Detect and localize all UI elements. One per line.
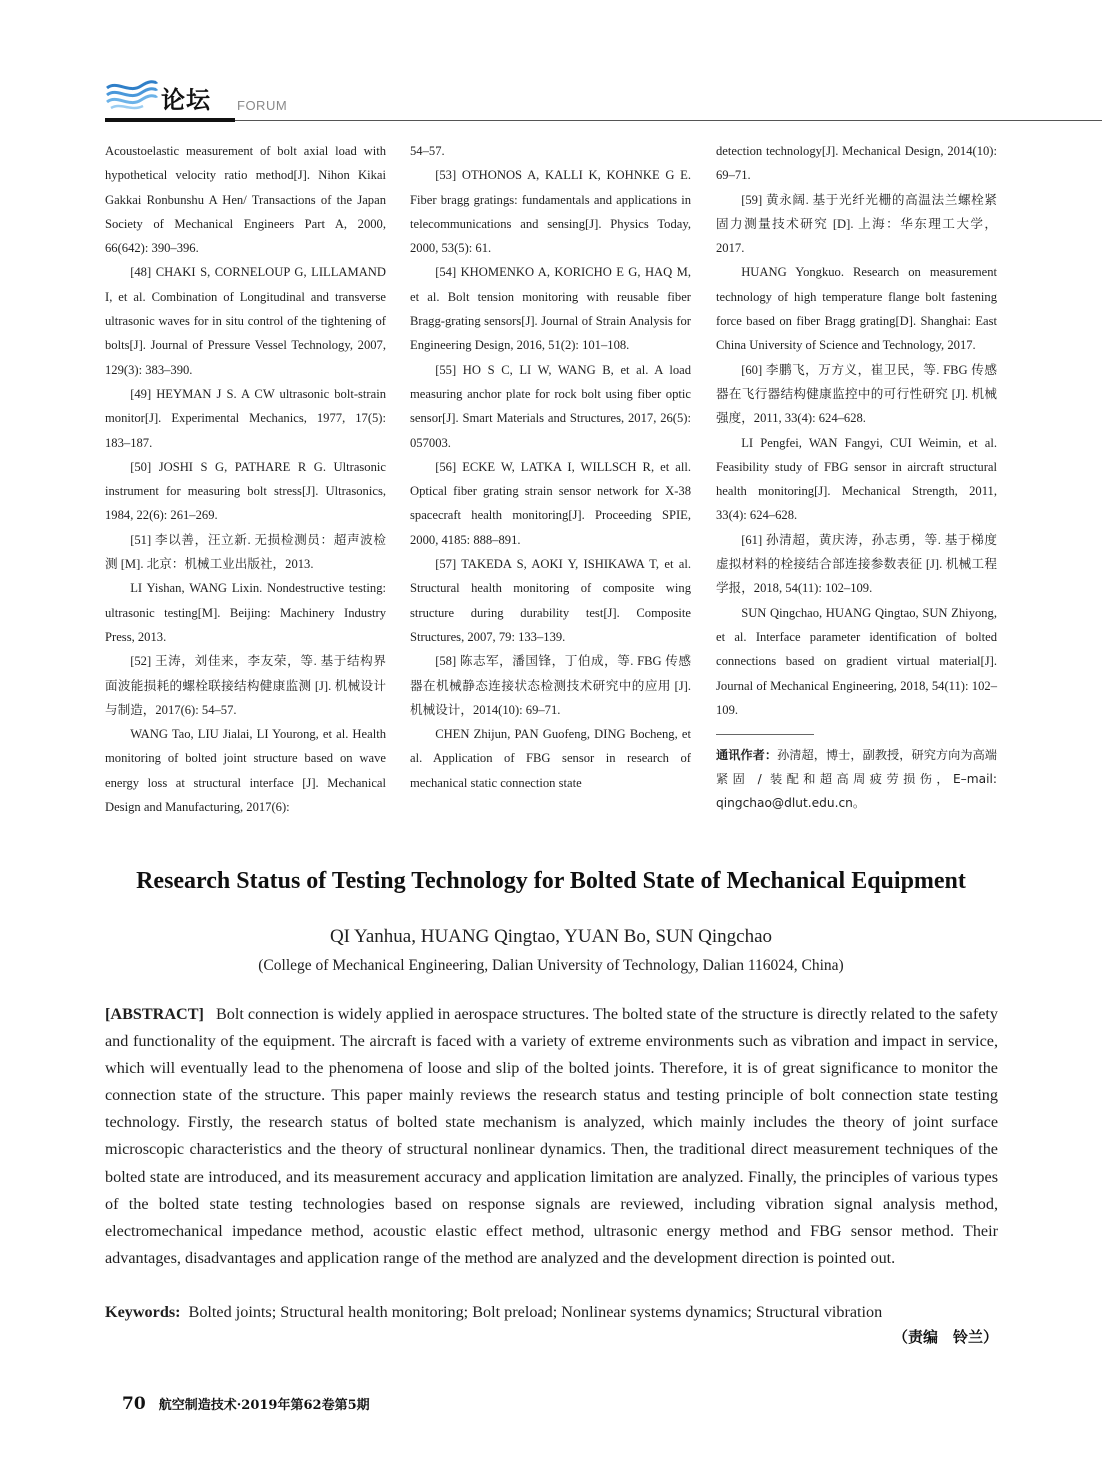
header-rule-thin: [235, 120, 1102, 121]
reference-item: detection technology[J]. Mechanical Design, 2014(10): 69–71.: [716, 144, 997, 183]
wave-logo-icon: [105, 78, 159, 112]
reference-item: HUANG Yongkuo. Research on measurement technology of high temperature flange bolt fastening force based on fiber Bragg grating[D]. Shanghai: East China University of Science and Technology, 2017.: [716, 265, 997, 353]
section-label: FORUM: [237, 98, 288, 113]
reference-item: Acoustoelastic measurement of bolt axial load with hypothetical velocity ratio method[J]. Nihon Kikai Gakkai Ronbunshu A Hen/ Transactions of the Japan Society of Mechanical Engineers Part A, 2000, 66(642): 390–396.: [105, 144, 386, 256]
page-footer: [122, 1394, 370, 1414]
author-list: QI Yanhua, HUANG Qingtao, YUAN Bo, SUN Qingchao: [329, 926, 773, 947]
english-title: Research Status of Testing Technology for Bolted State of Mechanical Equipment: [136, 868, 966, 894]
reference-item: [51] 李以善，汪立新. 无损检测员：超声波检测 [M]. 北京：机械工业出版社，2013.: [105, 532, 386, 572]
reference-item: [57] TAKEDA S, AOKI Y, ISHIKAWA T, et al. Structural health monitoring of composite wing structure during durability test[J]. Composite Structures, 2007, 79: 133–139.: [410, 557, 691, 644]
page-number: 70: [122, 1394, 146, 1414]
reference-item: WANG Tao, LIU Jialai, LI Yourong, et al. Health monitoring of bolted joint structure based on wave energy loss at structural interface [J]. Mechanical Design and Manufacturing, 2017(6):: [105, 727, 386, 815]
abstract: [105, 1001, 998, 1272]
reference-column-1: [105, 139, 386, 819]
reference-item: [50] JOSHI S G, PATHARE R G. Ultrasonic instrument for measuring bolt stress[J]. Ultrasonics, 1984, 22(6): 261–269.: [105, 459, 386, 523]
editor-credit: （责编 铃兰）: [892, 1328, 998, 1346]
reference-item: SUN Qingchao, HUANG Qingtao, SUN Zhiyong, et al. Interface parameter identification of bolted connections based on gradient virtual material[J]. Journal of Mechanical Engineering, 2018, 54(11): 102–109.: [716, 605, 997, 717]
reference-item: 54–57.: [410, 144, 445, 158]
reference-column-3: [716, 139, 997, 815]
journal-name: 航空制造技术·2019年第62卷第5期: [158, 1398, 370, 1413]
reference-item: LI Pengfei, WAN Fangyi, CUI Weimin, et al. Feasibility study of FBG sensor in aircraft structural health monitoring[J]. Mechanical Strength, 2011, 33(4): 624–628.: [716, 435, 997, 523]
corresponding-author-note: [716, 743, 997, 815]
reference-item: [54] KHOMENKO A, KORICHO E G, HAQ M, et al. Bolt tension monitoring with reusable fiber Bragg-grating sensors[J]. Journal of Strain Analysis for Engineering Design, 2016, 51(2): 101–108.: [410, 265, 691, 353]
reference-item: [52] 王涛，刘佳来，李友荣，等. 基于结构界面波能损耗的螺栓联接结构健康监测 [J]. 机械设计与制造，2017(6): 54–57.: [105, 654, 386, 717]
reference-item: CHEN Zhijun, PAN Guofeng, DING Bocheng, et al. Application of FBG sensor in research of mechanical static connection state: [410, 727, 691, 790]
keywords-text: Bolted joints; Structural health monitoring; Bolt preload; Nonlinear systems dynamics; Structural vibration: [188, 1303, 883, 1321]
reference-item: [55] HO S C, LI W, WANG B, et al. A load measuring anchor plate for rock bolt using fiber optic sensor[J]. Smart Materials and Structures, 2017, 26(5): 057003.: [410, 362, 691, 450]
abstract-text: Bolt connection is widely applied in aerospace structures. The bolted state of the structure is directly related to the safety and functionality of the equipment. The aircraft is faced with a variety of extreme environments such as vibration and impact in service, which will eventually lead to the phenomena of loose and slip of the bolted joints. Therefore, it is of great significance to monitor the connection state of the structure. This paper mainly reviews the research status and testing principle of bolt connection state testing technology. Firstly, the research status of bolted state mechanism is analyzed, which mainly includes the theory of joint surface microscopic characteristics and the theory of structural nonlinear dynamics. Then, the traditional direct measurement techniques of the bolted state are introduced, and its measurement accuracy and application limitation are analyzed. Finally, the principles of various types of the bolted state testing technologies based on response signals are reviewed, including vibration signal analysis method, electromechanical impedance method, acoustic elastic effect method, ultrasonic energy method and FBG sensor method. Their advantages, disadvantages and application range of the method are analyzed and the development direction is pointed out.: [105, 1005, 998, 1267]
note-text: 孙清超，博士，副教授，研究方向为高端紧固 / 装配和超高周疲劳损伤，E–mail: qingchao@dlut.edu.cn。: [716, 748, 997, 811]
page-header: [105, 70, 1005, 130]
references-columns: [105, 139, 998, 844]
reference-item: [60] 李鹏飞，万方义，崔卫民，等. FBG 传感器在飞行器结构健康监控中的可行性研究 [J]. 机械强度，2011, 33(4): 624–628.: [716, 362, 997, 426]
section-logo-text: 论坛: [161, 85, 211, 114]
footnote-divider: [716, 734, 814, 735]
keywords-label: Keywords:: [105, 1303, 181, 1321]
reference-item: [53] OTHONOS A, KALLI K, KOHNKE G E. Fiber bragg gratings: fundamentals and applications in telecommunications and sensing[J]. Physics Today, 2000, 53(5): 61.: [410, 168, 691, 256]
reference-item: [58] 陈志军，潘国锋，丁伯成，等. FBG 传感器在机械静态连接状态检测技术研究中的应用 [J]. 机械设计，2014(10): 69–71.: [410, 654, 691, 717]
reference-item: LI Yishan, WANG Lixin. Nondestructive testing: ultrasonic testing[M]. Beijing: Machinery Industry Press, 2013.: [105, 581, 386, 644]
affiliation: (College of Mechanical Engineering, Dalian University of Technology, Dalian 116024, China): [258, 957, 844, 974]
reference-item: [61] 孙清超，黄庆涛，孙志勇，等. 基于梯度虚拟材料的栓接结合部连接参数表征 [J]. 机械工程学报，2018, 54(11): 102–109.: [716, 532, 997, 596]
reference-column-2: [410, 139, 691, 795]
keywords: [105, 1299, 998, 1326]
reference-item: [48] CHAKI S, CORNELOUP G, LILLAMAND I, et al. Combination of Longitudinal and transverse ultrasonic waves for in situ control of the tightening of bolts[J]. Journal of Pressure Vessel Technology, 2007, 129(3): 383–390.: [105, 265, 386, 377]
header-rule-thick: [105, 118, 235, 122]
reference-item: [59] 黄永阔. 基于光纤光栅的高温法兰螺栓紧固力测量技术研究 [D]. 上海：华东理工大学，2017.: [716, 192, 997, 256]
reference-item: [56] ECKE W, LATKA I, WILLSCH R, et all. Optical fiber grating strain sensor network for X-38 spacecraft health monitoring[J]. Proceeding SPIE, 2000, 4185: 888–891.: [410, 459, 691, 547]
abstract-label: [ABSTRACT]: [105, 1005, 204, 1023]
reference-item: [49] HEYMAN J S. A CW ultrasonic bolt-strain monitor[J]. Experimental Mechanics, 1977, 17(5): 183–187.: [105, 386, 386, 450]
note-label: 通讯作者：: [716, 748, 778, 763]
